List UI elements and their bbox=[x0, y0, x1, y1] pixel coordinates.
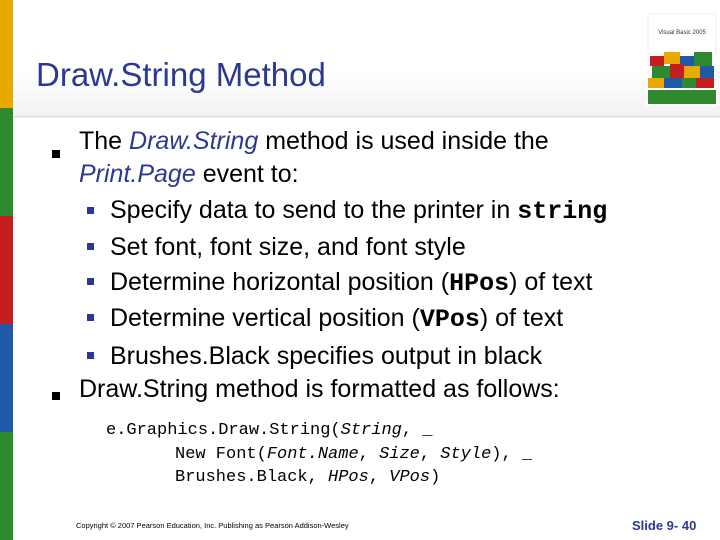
code-l1b: String bbox=[340, 421, 402, 440]
stripe-red bbox=[0, 216, 13, 324]
bullet-1-text-a: The bbox=[79, 127, 130, 155]
bullet-1-keyword: Draw.String bbox=[129, 127, 259, 155]
code-l2g: ), _ bbox=[491, 445, 533, 464]
code-l2b: Font.Name bbox=[266, 445, 359, 464]
sub-bullet-2-text: Set font, font size, and font style bbox=[110, 233, 466, 261]
sub-bullet-3-text-b: ) of text bbox=[509, 268, 593, 296]
bullet-1-text-b: method is used inside the bbox=[258, 127, 549, 155]
header-rule bbox=[13, 116, 720, 117]
sub-bullet-1 bbox=[110, 195, 607, 227]
bullet-marker bbox=[52, 392, 60, 400]
sub-bullet-marker bbox=[87, 314, 94, 321]
slide-title: Draw.String Method bbox=[36, 56, 326, 93]
code-l3b: HPos bbox=[328, 468, 369, 487]
sub-bullet-marker bbox=[87, 207, 94, 214]
code-l3a: Brushes.Black, bbox=[175, 468, 329, 487]
sub-bullet-3 bbox=[110, 267, 592, 299]
code-l2e: , bbox=[419, 445, 441, 464]
code-l3c: , bbox=[368, 468, 390, 487]
stripe-yellow bbox=[0, 0, 13, 108]
sub-bullet-5-text: Brushes.Black specifies output in black bbox=[110, 342, 543, 370]
code-line-3 bbox=[175, 466, 440, 489]
bullet-1-keyword-2: Print.Page bbox=[79, 160, 196, 188]
bullet-1-text-c: event to: bbox=[195, 160, 299, 188]
sub-bullet-1-text: Specify data to send to the printer in bbox=[110, 196, 518, 224]
sub-bullet-marker bbox=[87, 278, 94, 285]
code-l1c: , _ bbox=[401, 421, 433, 440]
bullet-2: Draw.String method is formatted as follows: bbox=[79, 375, 560, 403]
sub-bullet-5 bbox=[110, 341, 542, 371]
sub-bullet-3-text-a: Determine horizontal position ( bbox=[110, 268, 450, 296]
code-l2d: Size bbox=[379, 445, 420, 464]
code-l2c: , bbox=[358, 445, 380, 464]
code-l3d: VPos bbox=[389, 468, 431, 487]
code-l1a: e.Graphics.Draw.String( bbox=[106, 421, 341, 440]
side-color-stripe bbox=[0, 0, 13, 540]
sub-bullet-2 bbox=[110, 232, 466, 262]
bullet-marker bbox=[52, 150, 60, 158]
slide-number: Slide 9- 40 bbox=[632, 518, 697, 533]
code-line-2 bbox=[175, 443, 532, 466]
sub-bullet-1-code: string bbox=[517, 197, 608, 226]
stripe-blue bbox=[0, 324, 13, 432]
bullet-1-line-2 bbox=[79, 159, 299, 189]
sub-bullet-4-text-b: ) of text bbox=[479, 304, 564, 332]
bullet-1-line-1 bbox=[79, 126, 549, 156]
code-l2f: Style bbox=[440, 445, 492, 464]
sub-bullet-marker bbox=[87, 243, 94, 250]
stripe-green bbox=[0, 108, 13, 216]
stripe-green-2 bbox=[0, 432, 13, 540]
code-line-1 bbox=[106, 419, 432, 442]
sub-bullet-4-text-a: Determine vertical position ( bbox=[110, 304, 420, 332]
sub-bullet-3-code: HPos bbox=[449, 269, 510, 298]
logo-text: Visual Basic 2005 bbox=[658, 30, 706, 36]
sub-bullet-4 bbox=[110, 303, 563, 335]
code-l3e: ) bbox=[430, 468, 441, 487]
code-l2a: New Font( bbox=[175, 445, 267, 464]
book-cover-logo bbox=[646, 12, 718, 106]
copyright-footer: Copyright © 2007 Pearson Education, Inc. Publishing as Pearson Addison-Wesley bbox=[76, 521, 349, 530]
sub-bullet-4-code: VPos bbox=[419, 305, 480, 334]
sub-bullet-marker bbox=[87, 352, 94, 359]
